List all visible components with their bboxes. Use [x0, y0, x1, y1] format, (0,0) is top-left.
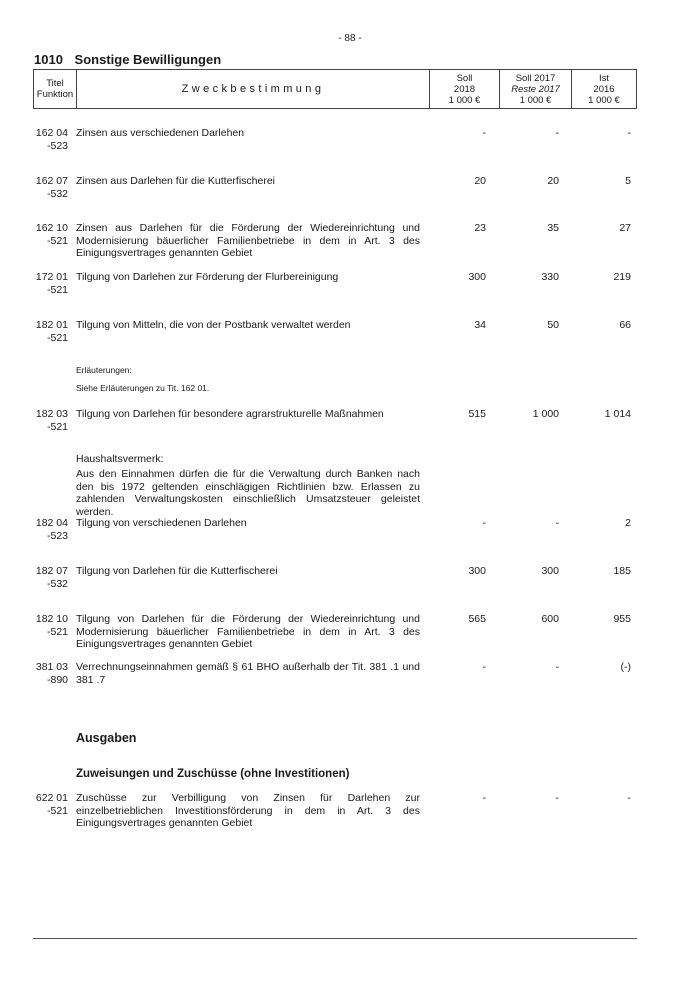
header-zweckbestimmung: Zweckbestimmung	[77, 70, 430, 108]
footer-rule	[33, 938, 637, 939]
header-titel-funktion: Titel Funktion	[34, 70, 77, 108]
row-text: Tilgung von Darlehen für die Kutterfischerei	[76, 565, 278, 577]
chapter-title	[34, 52, 221, 67]
header-soll-2018: Soll 2018 1 000 €	[430, 70, 500, 108]
row-text: Tilgung von Darlehen für besondere agrarstrukturelle Maßnahmen	[76, 408, 384, 420]
chapter-name: Sonstige Bewilligungen	[74, 52, 222, 67]
row-text: Tilgung von Darlehen für die Förderung der Wiedereinrichtung und Modernisierung bäuerlicher Familienbetriebe in dem in Art. 3 des Einigungsvertrages genannten Gebiet	[76, 613, 420, 650]
row-text: Zinsen aus Darlehen für die Förderung der Wiedereinrichtung und Modernisierung bäuerlicher Familienbetriebe in dem in Art. 3 des Einigungsvertrages genannten Gebiet	[76, 222, 420, 259]
header-ist-2016: Ist 2016 1 000 €	[588, 72, 620, 106]
row-text: Verrechnungseinnahmen gemäß § 61 BHO außerhalb der Tit. 381 .1 und 381 .7	[76, 661, 420, 686]
row-text: Zinsen aus Darlehen für die Kutterfischerei	[76, 175, 276, 187]
row-text: Tilgung von verschiedenen Darlehen	[76, 517, 247, 529]
header-soll-2017: Soll 2017 Reste 2017 1 000 €	[500, 70, 572, 108]
table-header	[33, 69, 637, 109]
row-text: Zuschüsse zur Verbilligung von Zinsen für Darlehen zur einzelbetrieblichen Investitionsförderung in dem in Art. 3 des Einigungsvertrages genannten Gebiet	[76, 792, 420, 829]
haushaltsvermerk-text: Aus den Einnahmen dürfen die für die Verwaltung durch Banken nach den bis 1972 geltenden einschlägigen Richtlinien bzw. Erlassen zu zahlenden Verwaltungskosten einschließlich Umsatzsteuer geleistet werden.	[76, 468, 420, 518]
haushaltsvermerk-heading: Haushaltsvermerk:	[76, 453, 164, 465]
erlaeuterungen-text: Siehe Erläuterungen zu Tit. 162 01.	[76, 383, 210, 393]
row-text: Tilgung von Darlehen zur Förderung der Flurbereinigung	[76, 271, 339, 283]
row-text: Zinsen aus verschiedenen Darlehen	[76, 127, 245, 139]
chapter-number: 1010	[34, 52, 63, 67]
row-text: Tilgung von Mitteln, die von der Postbank verwaltet werden	[76, 319, 351, 331]
page-number: - 88 -	[338, 33, 362, 44]
section-subheading: Zuweisungen und Zuschüsse (ohne Investitionen)	[76, 768, 350, 780]
erlaeuterungen-heading: Erläuterungen:	[76, 365, 132, 375]
section-heading-ausgaben: Ausgaben	[76, 731, 137, 745]
